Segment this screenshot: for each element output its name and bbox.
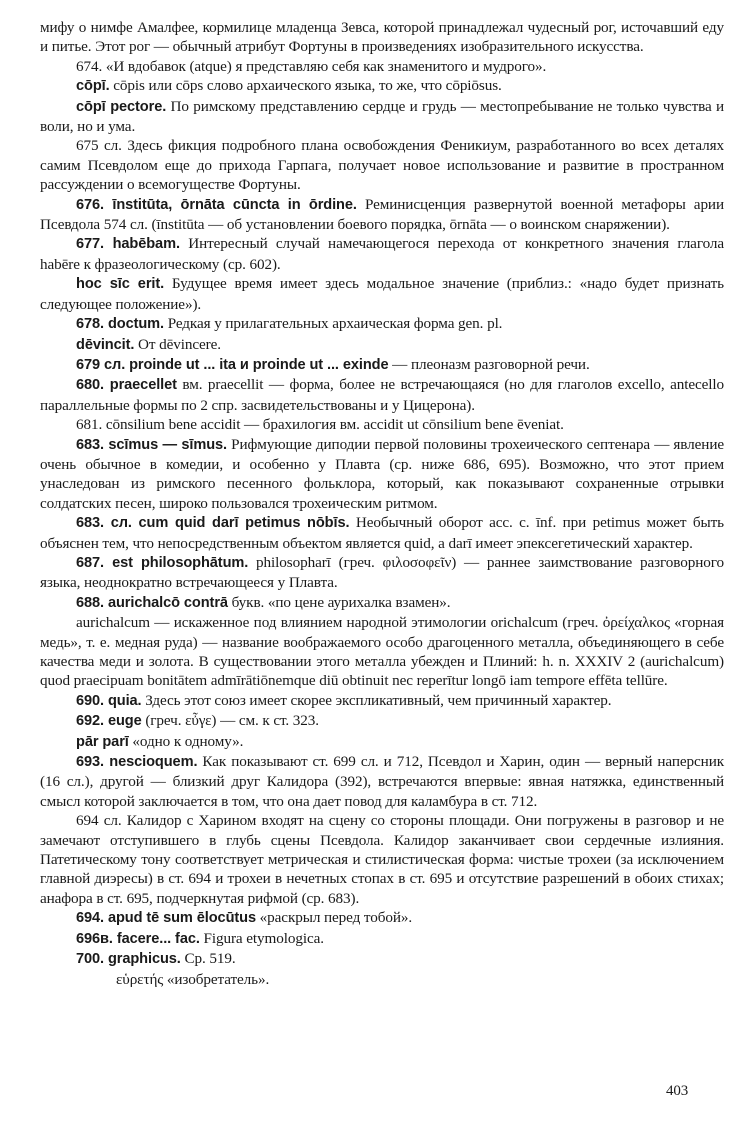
paragraph [40, 136, 724, 194]
paragraph-text: Необычный оборот acc. c. īnf. при petimus может быть объяснен тем, что непосредственным объектом является quid, а darī имеет эпексегетический характер. [40, 514, 724, 552]
paragraph [40, 811, 724, 908]
paragraph-text: Реминисценция развернутой военной метафоры арии Псевдола 574 сл. (īnstitūta — об установлении боевого порядка, ōrnāta — о воинском снаряжении). [40, 195, 724, 234]
paragraph-text: — плеоназм разговорной речи. [388, 355, 590, 373]
paragraph [116, 970, 724, 989]
paragraph-text: Редкая у прилагательных архаическая форма gen. pl. [164, 315, 503, 333]
paragraph-text: вм. praecellit — форма, более не встречающаяся (но для глаголов excello, antecello параллельные формы по 2 спр. засвидетельствованы и у Цицерона). [40, 376, 724, 414]
paragraph [40, 274, 724, 314]
lemma: hoc sīc erit. [76, 276, 165, 293]
lemma: 683. scīmus — sīmus. [76, 436, 227, 453]
paragraph-text: 674. «И вдобавок (atque) я представляю себя как знаменитого и мудрого». [76, 57, 547, 75]
paragraph [40, 18, 724, 57]
lemma: 693. nescioquem. [76, 754, 198, 771]
lemma: 700. graphicus. [76, 951, 181, 968]
paragraph-text: Здесь этот союз имеет скорее экспликативный, чем причинный характер. [141, 691, 612, 709]
lemma: cōpī pectore. [76, 98, 167, 115]
paragraph [40, 711, 724, 731]
paragraph-text: «раскрыл перед тобой». [255, 909, 413, 927]
paragraph [40, 435, 724, 514]
paragraph-text: От dēvincere. [134, 335, 221, 353]
paragraph [40, 752, 724, 811]
paragraph [40, 908, 724, 928]
paragraph [40, 375, 724, 415]
paragraph-text: cōpis или cōps слово архаического языка, то же, что cōpiōsus. [109, 77, 502, 95]
paragraph-text: Ср. 519. [180, 950, 236, 968]
paragraph [40, 929, 724, 949]
paragraph-text: 681. cōnsilium bene accidit — брахилогия вм. accidit ut cōnsilium bene ēveniat. [76, 416, 564, 434]
paragraph [40, 234, 724, 274]
lemma: 677. habēbam. [76, 236, 180, 253]
lemma: 694. apud tē sum ēlocūtus [76, 910, 256, 927]
paragraph-text: (греч. εὖγε) — см. к ст. 323. [141, 712, 319, 730]
lemma: 679 сл. proinde ut ... ita и proinde ut ... exinde [76, 356, 389, 373]
paragraph [40, 593, 724, 613]
paragraph-text: Рифмующие диподии первой половины трохеического септенара — явление очень обычное в комедии, и особенно у Плавта (ср. ниже 686, 695). Возможно, что этот прием унаследован из римского песенного фольклора, который, как показывают сохраненные отрывки солдатских песен, широко пользовался трохеическим ритмом. [40, 435, 724, 512]
paragraph [40, 57, 724, 76]
paragraph [40, 335, 724, 355]
paragraph [40, 355, 724, 375]
paragraph-text: Интересный случай намечающегося перехода от конкретного значения глагола habēre к фразеологическому (ср. 602). [40, 235, 724, 273]
paragraph [40, 195, 724, 235]
lemma: 687. est philosophātum. [76, 554, 249, 571]
paragraph [40, 97, 724, 137]
paragraph-text: 694 сл. Калидор с Харином входят на сцену со стороны площади. Они погружены в разговор и не замечают отступившего в глубь сцены Псевдола. Калидор заканчивает свои сердечные излияния. Патетическому тону соответствует метрическая и стилистическая форма: чистые трохеи (за исключением главной диэресы) в ст. 694 и трохеи в нечетных стопах в ст. 695 и отсутствие разрешений в обоих стихах; анафора в ст. 695, подчеркнутая рифмой (ср. 683). [40, 812, 724, 907]
paragraph [40, 732, 724, 752]
paragraph-text: Figura etymologica. [199, 929, 324, 947]
lemma: pār parī [76, 733, 129, 750]
paragraph-text: мифу о нимфе Амалфее, кормилице младенца Зевса, которой принадлежал чудесный рог, источавший еду и питье. Этот рог — обычный атрибут Фортуны в произведениях изобразительного искусства. [40, 19, 724, 56]
paragraph [40, 314, 724, 334]
paragraph [40, 949, 724, 969]
paragraph-text: По римскому представлению сердце и грудь — местопребывание не только чувства и воли, но и ума. [40, 97, 724, 136]
paragraph [40, 613, 724, 691]
paragraph-text: «одно к одному». [128, 732, 244, 750]
paragraph-text: букв. «по цене аурихалка взамен». [227, 593, 451, 611]
paragraph [40, 553, 724, 593]
page-number: 403 [666, 1083, 689, 1099]
lemma: dēvincit. [76, 336, 135, 353]
lemma: 690. quia. [76, 692, 142, 709]
lemma: 688. aurichalcō contrā [76, 594, 228, 611]
lemma: 678. doctum. [76, 316, 165, 333]
paragraph [40, 415, 724, 434]
paragraph-text: philosopharī (греч. φιλοσοφεῖν) — раннее заимствование разговорного языка, неоднократно встречающееся у Плавта. [40, 553, 724, 592]
paragraph-text: 675 сл. Здесь фикция подробного плана освобождения Феникиум, разработанного во всех деталях самим Псевдолом еще до прихода Гарпага, получает новое использование и развитие в пространном рассуждении о всемогуществе Фортуны. [40, 137, 724, 194]
paragraph-text: εὑρετής «изобретатель». [116, 970, 270, 988]
paragraph-text: Будущее время имеет здесь модальное значение (приблиз.: «надо будет признать следующее положение»). [40, 275, 725, 313]
paragraph [40, 513, 724, 553]
lemma: 676. īnstitūta, ōrnāta cūncta in ōrdine. [76, 196, 357, 213]
lemma: cōpī. [76, 78, 110, 95]
lemma: 696в. facere... fac. [76, 930, 200, 947]
paragraph [40, 691, 724, 711]
lemma: 692. euge [76, 713, 142, 730]
paragraph-text: aurichalcum — искаженное под влиянием народной этимологии orichalcum (греч. ὀρείχαλκος «горная медь», т. е. медная руда) — название воображаемого особо драгоценного металла, объединяющего в себе качества меди и золота. В существовании этого металла убежден и Плиний: h. n. XXXIV 2 (aurichalcum) quod praecipuam bonitātem admīrātiōnemque diū obtinuit nec reperītur longō iam tempore effēta tellūre. [40, 614, 724, 690]
paragraph [40, 76, 724, 96]
lemma: 680. praecellet [76, 377, 177, 394]
lemma: 683. сл. cum quid darī petimus nōbīs. [76, 515, 350, 532]
paragraph-text: Как показывают ст. 699 сл. и 712, Псевдол и Харин, один — верный наперсник (16 сл.), другой — близкий друг Калидора (392), встречаются впервые: явная натяжка, единственный смысл которой заключается в том, что она дает повод для каламбура в ст. 712. [40, 753, 724, 810]
